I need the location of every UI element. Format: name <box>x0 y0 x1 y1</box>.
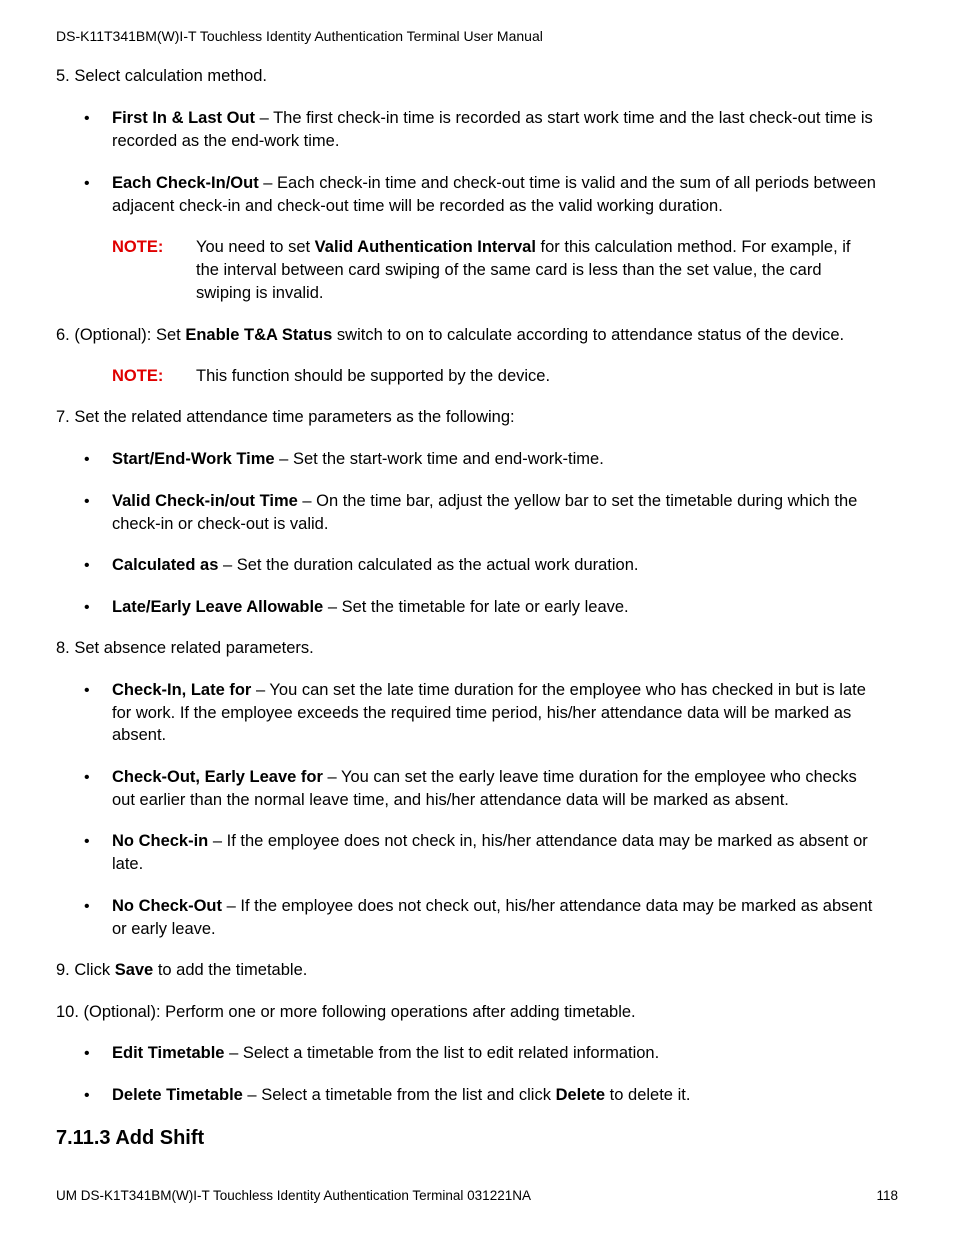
bullet-continuation: absent. <box>112 726 167 744</box>
page-header: DS-K11T341BM(W)I-T Touchless Identity Authentication Terminal User Manual <box>56 28 543 44</box>
bullet-first-in-last-out <box>112 107 873 130</box>
step-10: 10. (Optional): Perform one or more following operations after adding timetable. <box>56 1003 636 1021</box>
desc: – Set the timetable for late or early leave. <box>323 598 629 616</box>
step-9 <box>56 959 307 982</box>
bullet-continuation: adjacent check-in and check-out time will be recorded as the valid working duration. <box>112 197 723 215</box>
note-term: Valid Authentication Interval <box>314 238 536 256</box>
bullet-dot: • <box>84 557 90 574</box>
bullet-start-end-work-time <box>112 448 604 471</box>
bullet-dot: • <box>84 110 90 127</box>
desc: – If the employee does not check out, his/her attendance data may be marked as absent <box>222 897 873 915</box>
term: Check-In, Late for <box>112 681 252 699</box>
note-label: NOTE: <box>112 238 164 256</box>
note-post: for this calculation method. For example, if <box>535 238 851 256</box>
desc: – Select a timetable from the list to edit related information. <box>224 1044 660 1062</box>
note-pre: You need to set <box>196 238 315 256</box>
note-continuation: the interval between card swiping of the same card is less than the set value, the card <box>196 261 822 279</box>
term: Calculated as <box>112 556 219 574</box>
page-number: 118 <box>876 1188 898 1203</box>
desc: – On the time bar, adjust the yellow bar to set the timetable during which the <box>297 492 858 510</box>
bullet-late-early-leave-allowable <box>112 596 629 619</box>
bullet-dot: • <box>84 175 90 192</box>
step-6 <box>56 324 844 347</box>
section-heading: 7.11.3 Add Shift <box>56 1127 205 1149</box>
term: Start/End-Work Time <box>112 450 275 468</box>
note-label: NOTE: <box>112 367 164 385</box>
bullet-no-check-in <box>112 830 868 853</box>
term: Check-Out, Early Leave for <box>112 768 323 786</box>
bullet-dot: • <box>84 1045 90 1062</box>
bullet-continuation: out earlier than the normal leave time, and his/her attendance data will be marked as absent. <box>112 791 789 809</box>
term: Each Check-In/Out <box>112 174 259 192</box>
note-text: This function should be supported by the device. <box>196 367 551 385</box>
step-post: to add the timetable. <box>153 961 308 979</box>
bullet-dot: • <box>84 493 90 510</box>
bullet-dot: • <box>84 682 90 699</box>
bullet-calculated-as <box>112 554 638 577</box>
bullet-no-check-out <box>112 895 872 918</box>
term: First In & Last Out <box>112 109 256 127</box>
desc: – Each check-in time and check-out time is valid and the sum of all periods between <box>258 174 876 192</box>
bullet-dot: • <box>84 898 90 915</box>
bullet-continuation: or early leave. <box>112 920 216 938</box>
term: No Check-in <box>112 832 209 850</box>
term: Valid Check-in/out Time <box>112 492 298 510</box>
step-post: switch to on to calculate according to attendance status of the device. <box>332 326 845 344</box>
bullet-continuation: recorded as the end-work time. <box>112 132 340 150</box>
bullet-continuation: late. <box>112 855 144 873</box>
bullet-continuation: check-in or check-out is valid. <box>112 515 329 533</box>
bullet-each-check-in-out <box>112 172 876 195</box>
desc-pre: – Select a timetable from the list and click <box>242 1086 556 1104</box>
term: No Check-Out <box>112 897 223 915</box>
bullet-dot: • <box>84 599 90 616</box>
step-5: 5. Select calculation method. <box>56 67 267 85</box>
desc: – Set the duration calculated as the actual work duration. <box>218 556 639 574</box>
bullet-dot: • <box>84 451 90 468</box>
page-footer-text: UM DS-K1T341BM(W)I-T Touchless Identity Authentication Terminal 031221NA <box>56 1188 531 1203</box>
desc: – You can set the early leave time duration for the employee who checks <box>322 768 857 786</box>
note-continuation: swiping is invalid. <box>196 284 324 302</box>
bullet-edit-timetable <box>112 1042 659 1065</box>
step-8: 8. Set absence related parameters. <box>56 639 314 657</box>
bullet-check-out-early-leave-for <box>112 766 857 789</box>
step-term: Save <box>114 961 154 979</box>
desc-post: to delete it. <box>605 1086 691 1104</box>
step-term: Enable T&A Status <box>185 326 333 344</box>
bullet-dot: • <box>84 1087 90 1104</box>
bullet-valid-check-in-out-time <box>112 490 857 513</box>
bullet-continuation: for work. If the employee exceeds the required time period, his/her attendance data will be marked as <box>112 704 852 722</box>
desc: – If the employee does not check in, his/her attendance data may be marked as absent or <box>208 832 868 850</box>
bullet-check-in-late-for <box>112 679 866 702</box>
desc: – The first check-in time is recorded as start work time and the last check-out time is <box>255 109 873 127</box>
bullet-dot: • <box>84 833 90 850</box>
bullet-dot: • <box>84 769 90 786</box>
desc-term: Delete <box>555 1086 606 1104</box>
desc: – Set the start-work time and end-work-time. <box>274 450 604 468</box>
note-text <box>196 236 851 259</box>
term: Late/Early Leave Allowable <box>112 598 324 616</box>
term: Edit Timetable <box>112 1044 225 1062</box>
term: Delete Timetable <box>112 1086 243 1104</box>
desc: – You can set the late time duration for the employee who has checked in but is late <box>251 681 866 699</box>
step-pre: 6. (Optional): Set <box>56 326 186 344</box>
step-7: 7. Set the related attendance time parameters as the following: <box>56 408 515 426</box>
bullet-delete-timetable <box>112 1084 690 1107</box>
step-pre: 9. Click <box>56 961 115 979</box>
